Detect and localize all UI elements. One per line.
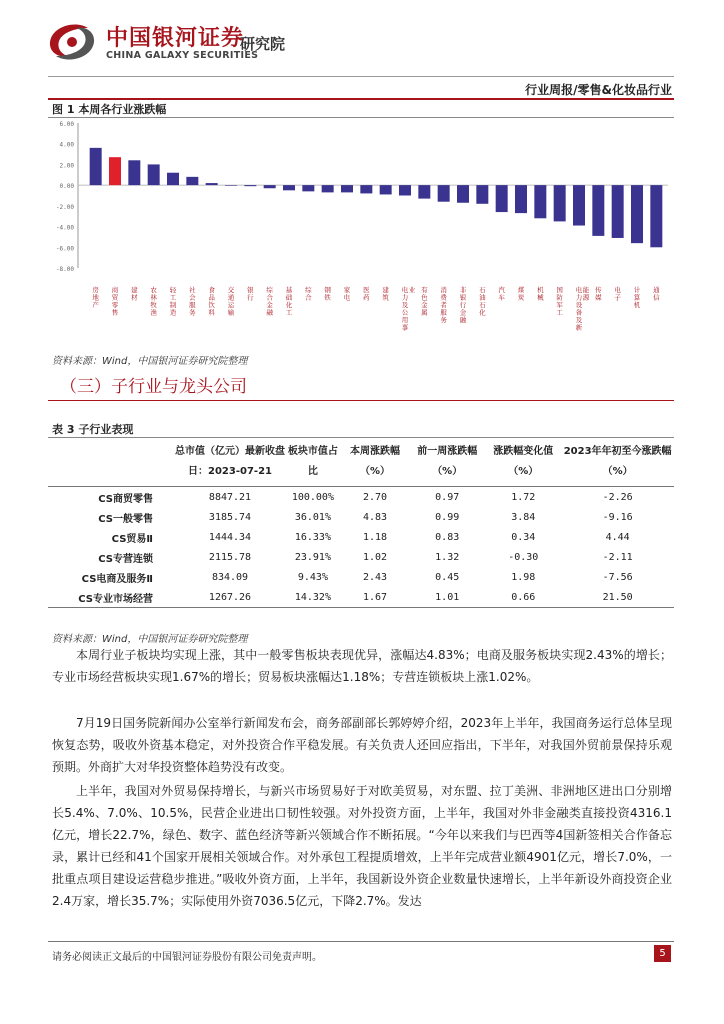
y-tick-label: 0.00 [59,183,74,191]
table-cell: 1267.26 [175,587,285,608]
bar [457,185,469,203]
bar [380,185,392,194]
x-tick-label: 商贸零售 [111,286,119,317]
bar [90,148,102,185]
logo-institute: 研究院 [240,35,286,53]
table-cell: 16.33% [294,531,331,543]
bar [302,185,314,191]
bar [592,185,604,236]
header-prev-week-change: 前一周涨跌幅（%） [409,438,485,487]
table-cell: 0.45 [435,571,460,583]
table-cell: 0.97 [435,491,460,503]
header-market-cap: 总市值（亿元）最新收盘日：2023-07-21 [175,438,285,487]
footer-divider [48,941,674,942]
table-cell: -0.30 [508,551,539,563]
x-tick-label: 房地产 [92,286,99,309]
x-tick-label: 社会服务 [189,286,196,317]
table-cell: 1.02 [362,551,388,563]
table-cell: 0.83 [435,531,460,543]
table-cell: 0.66 [485,587,561,608]
footer-disclaimer: 请务必阅读正文最后的中国银河证券股份有限公司免责声明。 [52,952,322,963]
table-row [48,587,674,608]
header-ytd-change: 2023年年初至今涨跌幅（%） [561,438,674,487]
paragraph-3: 上半年，我国对外贸易保持增长，与新兴市场贸易好于对欧美贸易，对东盟、拉丁美洲、非洲地区进出口分别增长5.4%、7.0%、10.5%，民营企业进出口韧性较强。对外投资方面，上半年，我国对外非金融类直接投资4316.1亿元，增长22.7%，绿色、数字、蓝色经济等新兴领域合作不断拓展。“今年以来我们与巴西等4国新签相关合作备忘录，累计已经和41个国家开展相关领域合作。对外承包工程提质增效，上半年完成营业额4901亿元，增长7.0%，一批重点项目建设运营稳步推进。”吸收外资方面，上半年，我国新设外资企业数量快速增长，上半年新设外商投资企业2.4万家，增长35.7%；实际使用外资7036.5亿元，下降2.7%。发达 [52,784,672,908]
bar [206,183,218,185]
x-tick-label: 国防军工 [556,286,563,317]
bar [399,185,411,195]
bar [573,185,585,225]
table-cell: 1.72 [511,491,536,503]
industry-change-bar-chart [48,118,674,350]
x-tick-label: 轻工制造 [169,286,177,317]
table-cell: 1444.34 [208,531,252,543]
bar [476,185,488,204]
row-name: CS专营连锁 [98,553,153,565]
y-tick-label: -2.00 [55,203,74,211]
x-tick-label: 传媒 [595,286,602,302]
table-cell: 0.99 [435,511,460,523]
bar [360,185,372,193]
y-tick-label: 4.00 [59,141,74,149]
bar [438,185,450,202]
y-tick-label: -8.00 [55,266,74,273]
y-tick-label: 6.00 [59,121,74,128]
galaxy-logo-icon [46,22,98,62]
header-blank [48,438,175,487]
table-cell: 21.50 [561,587,674,608]
table-cell: -9.16 [602,511,633,523]
table-body [48,487,674,608]
logo-chinese-name: 中国银河证券 [106,26,245,51]
table-cell: 100.00% [291,491,334,503]
y-tick-label: -6.00 [55,245,74,253]
page-number: 5 [654,945,671,962]
bar [418,185,430,198]
x-tick-label: 食品饮料 [208,286,215,317]
table-source: 资料来源：Wind，中国银河证券研究院整理 [52,634,248,645]
table-row [48,567,674,587]
x-tick-label: 机械 [537,286,544,302]
row-name: CS贸易Ⅱ [111,533,153,545]
x-tick-label: 综合 [305,286,312,302]
table-cell: 1.98 [511,571,536,583]
table-cell: 3.84 [511,511,536,523]
x-tick-label: 通信 [653,286,660,302]
bar [341,185,353,192]
x-tick-label: 农林牧渔 [150,286,157,317]
y-tick-label: 2.00 [59,162,74,170]
table-cell: 0.34 [511,531,536,543]
report-tag: 行业周报/零售&化妆品行业 [525,83,672,97]
row-name: CS专业市场经营 [48,587,175,608]
table-cell: -2.26 [602,491,633,503]
bar [244,185,256,186]
bar [612,185,624,238]
table-cell: 1.01 [409,587,485,608]
header-divider [48,76,674,77]
table-cell: -7.56 [602,571,633,583]
table-cell: -2.11 [602,551,633,563]
bar [650,185,662,247]
row-name: CS电商及服务Ⅱ [81,573,153,585]
table-cell: 8847.21 [208,491,252,503]
x-tick-label: 建材 [131,286,138,302]
logo-english-name: CHINA GALAXY SECURITIES [106,50,259,61]
table-header-row [48,438,674,487]
paragraph-1: 本周行业子板块均实现上涨，其中一般零售板块表现优异，涨幅达4.83%；电商及服务板块实现2.43%的增长；专业市场经营板块实现1.67%的增长；贸易板块涨幅达1.18%；专营连锁板块上涨1.02%。 [52,648,672,684]
row-name: CS一般零售 [98,513,153,525]
table-cell: 2.70 [362,491,388,503]
section-divider [48,400,674,401]
table-cell: 1.67 [341,587,409,608]
bar [109,157,121,185]
x-tick-label: 有色金属 [421,286,428,317]
header-change-diff: 涨跌幅变化值（%） [485,438,561,487]
table-cell: 23.91% [294,551,331,563]
bar [322,185,334,192]
figure-title: 图 1 本周各行业涨跌幅 [52,103,167,116]
x-tick-label: 汽车 [498,286,505,302]
table-cell: 36.01% [294,511,331,523]
x-tick-label: 医药 [363,286,370,302]
bar [515,185,527,213]
paragraph-2: 7月19日国务院新闻办公室举行新闻发布会，商务部副部长郭婷婷介绍，2023年上半年，我国商务运行总体呈现恢复态势，吸收外资基本稳定，对外投资合作平稳发展。有关负责人还回应指出，下半年，对我国外贸前景保持乐观预期。外商扩大对华投资整体趋势没有改变。 [52,716,672,774]
x-tick-label: 基础化工 [285,286,293,317]
table-row [48,547,674,567]
bar [264,185,276,188]
header-week-change: 本周涨跌幅（%） [341,438,409,487]
x-tick-label: 电力设备及新能源 [575,286,590,332]
table-cell: 9.43% [297,571,328,583]
table-cell: 4.44 [605,531,630,543]
bar [186,177,198,185]
table-cell: 1.18 [362,531,388,543]
x-tick-label: 消费者服务 [440,286,447,324]
bar [496,185,508,212]
table-cell: 4.83 [362,511,388,523]
figure-source: 资料来源：Wind，中国银河证券研究院整理 [52,356,248,367]
bar [631,185,643,243]
y-tick-label: -4.00 [55,224,74,232]
x-tick-label: 非银行金融 [459,286,467,324]
table-row [48,507,674,527]
x-tick-label: 电力及公用事业 [401,286,416,332]
x-tick-label: 交通运输 [227,286,235,317]
bar [554,185,566,221]
x-tick-label: 煤炭 [517,286,525,302]
section-title: （三）子行业与龙头公司 [60,377,247,397]
row-name: CS商贸零售 [98,493,153,505]
x-tick-label: 石油石化 [479,286,486,317]
x-tick-label: 银行 [247,286,254,302]
bar [128,160,140,185]
x-tick-label: 综合金融 [266,286,273,317]
table-row [48,487,674,508]
table-cell: 834.09 [211,571,249,583]
header-share: 板块市值占比 [285,438,341,487]
bar [225,185,237,186]
table-row [48,527,674,547]
x-tick-label: 计算机 [633,286,641,309]
x-tick-label: 家电 [343,286,351,302]
x-tick-label: 钢铁 [324,286,331,302]
table-cell: 1.32 [435,551,460,563]
bar [167,173,179,185]
x-tick-label: 电子 [614,286,621,302]
x-tick-label: 建筑 [382,286,389,302]
table-cell: 3185.74 [208,511,252,523]
subindustry-table [48,438,674,608]
bar [534,185,546,218]
bar [283,185,295,190]
table-cell: 2115.78 [208,551,252,563]
table-cell: 14.32% [285,587,341,608]
header-divider-accent [48,98,674,100]
table-cell: 2.43 [362,571,388,583]
table-title: 表 3 子行业表现 [52,423,134,436]
bar [148,164,160,185]
